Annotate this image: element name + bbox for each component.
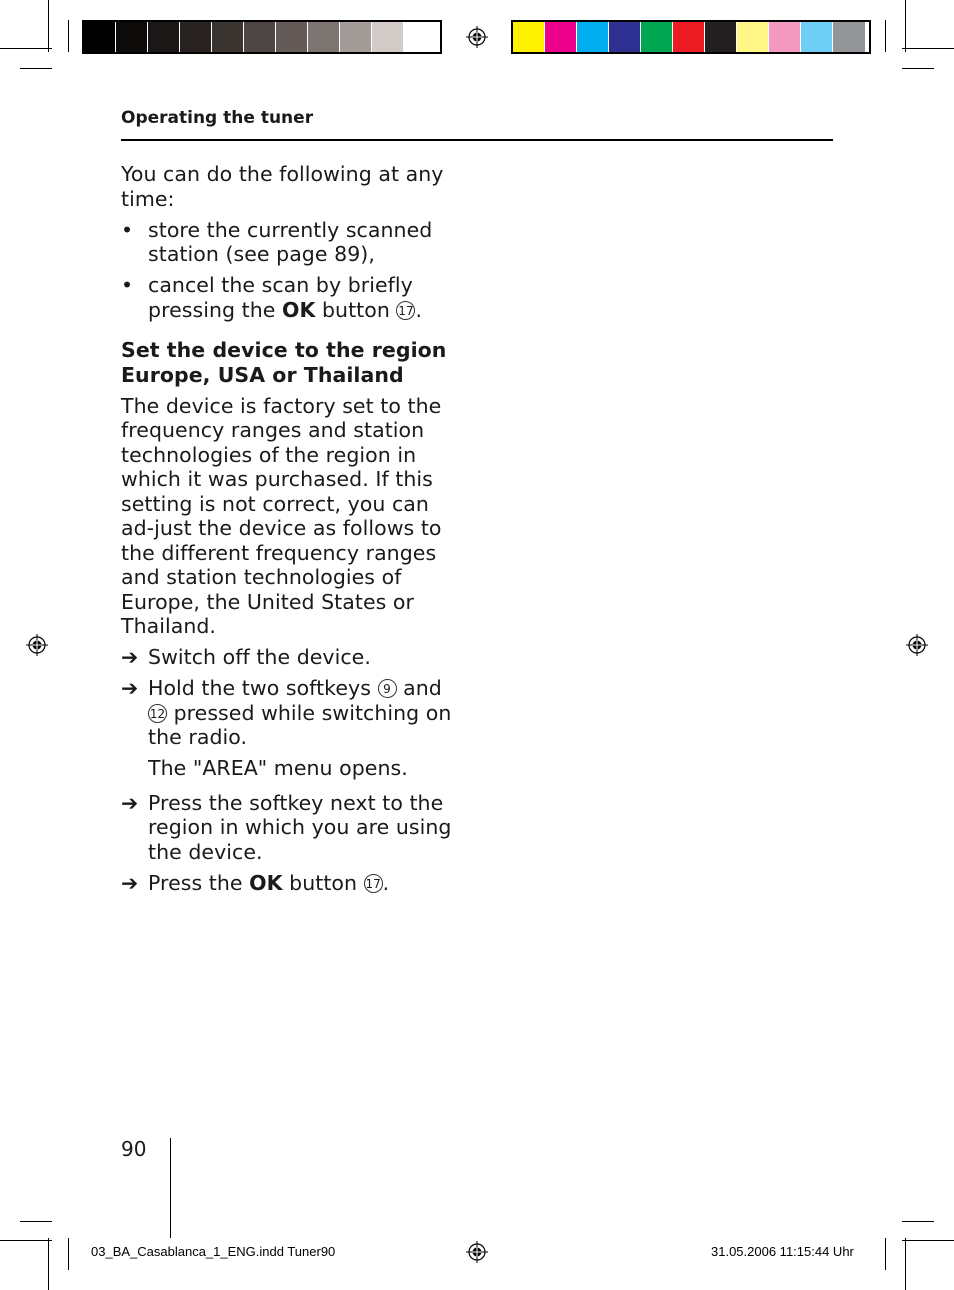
bullet-icon: •	[121, 273, 134, 297]
arrow-icon: ➔	[121, 676, 139, 700]
reference-number-icon: 17	[364, 874, 383, 893]
page-number: 90	[121, 1137, 147, 1161]
ok-label: OK	[282, 297, 316, 322]
crop-mark	[902, 48, 954, 49]
running-head: Operating the tuner	[121, 108, 314, 128]
color-swatch	[404, 22, 436, 52]
crop-mark	[905, 1238, 906, 1290]
color-swatch	[545, 22, 577, 52]
crop-mark	[902, 1221, 934, 1222]
registration-mark-icon	[906, 634, 928, 656]
list-item: ➔ Press the OK button 17.	[121, 870, 390, 895]
list-item-text: cancel the scan by briefly pressing the	[148, 273, 413, 322]
crop-mark	[68, 1238, 69, 1270]
color-swatch	[769, 22, 801, 52]
crop-mark	[20, 1221, 52, 1222]
color-swatch	[180, 22, 212, 52]
crop-mark	[885, 20, 886, 52]
slug-date-info: 31.05.2006 11:15:44 Uhr	[711, 1244, 854, 1259]
crop-mark	[48, 0, 49, 52]
color-swatch	[641, 22, 673, 52]
section-body: The device is factory set to the frequency ranges and station technologies of the region in which it was purchased. If this setting is not correct, you can ad-just the device as follows to the different frequency ranges and station technologies of Europe, the United States or Thailand.	[121, 393, 442, 638]
list-item-text: store the currently scanned station (see page 89),	[148, 217, 433, 266]
registration-mark-icon	[466, 26, 488, 48]
reference-number-icon: 17	[396, 301, 415, 320]
main-content	[121, 162, 466, 902]
color-swatch	[801, 22, 833, 52]
arrow-icon: ➔	[121, 790, 139, 815]
color-swatch	[340, 22, 372, 52]
color-swatch	[737, 22, 769, 52]
color-swatch	[705, 22, 737, 52]
color-swatch	[673, 22, 705, 52]
color-swatch	[84, 22, 116, 52]
crop-mark	[68, 20, 69, 52]
reference-number-icon: 12	[148, 704, 167, 723]
option-list	[121, 218, 466, 323]
list-item	[121, 218, 466, 267]
section-heading: Set the device to the region Europe, USA or Thailand	[121, 338, 447, 387]
color-swatch	[244, 22, 276, 52]
crop-mark	[902, 68, 934, 69]
list-item: ➔ Hold the two softkeys 9 and 12 pressed while switching on the radio.	[121, 676, 452, 749]
color-swatch	[833, 22, 865, 52]
color-swatch	[577, 22, 609, 52]
step-list	[121, 645, 466, 750]
step-list	[121, 791, 466, 896]
color-swatch	[116, 22, 148, 52]
ok-label: OK	[249, 870, 283, 895]
color-swatch	[148, 22, 180, 52]
crop-mark	[20, 68, 52, 69]
crop-mark	[0, 48, 52, 49]
color-swatch	[609, 22, 641, 52]
slug-file-info: 03_BA_Casablanca_1_ENG.indd Tuner90	[91, 1244, 336, 1259]
crop-mark	[0, 1240, 52, 1241]
process-color-bar	[511, 20, 871, 54]
intro-paragraph: You can do the following at any time:	[121, 162, 444, 211]
color-swatch	[372, 22, 404, 52]
result-note: The "AREA" menu opens.	[148, 756, 408, 780]
reference-number-icon: 9	[378, 679, 397, 698]
color-swatch	[513, 22, 545, 52]
page-number-rule	[170, 1138, 171, 1238]
list-item: ➔ Press the softkey next to the region in which you are using the device.	[121, 790, 452, 864]
registration-mark-icon	[26, 634, 48, 656]
header-rule	[121, 139, 833, 141]
list-item: • cancel the scan by briefly pressing the OK button 17.	[121, 273, 423, 322]
grayscale-color-bar	[82, 20, 442, 54]
crop-mark	[885, 1238, 886, 1270]
list-item: ➔ Switch off the device.	[121, 645, 371, 669]
color-swatch	[212, 22, 244, 52]
arrow-icon: ➔	[121, 870, 139, 895]
crop-mark	[905, 0, 906, 52]
color-swatch	[276, 22, 308, 52]
color-swatch	[308, 22, 340, 52]
crop-mark	[902, 1240, 954, 1241]
arrow-icon: ➔	[121, 645, 139, 669]
registration-mark-icon	[466, 1241, 488, 1263]
crop-mark	[48, 1238, 49, 1290]
bullet-icon: •	[121, 217, 134, 242]
